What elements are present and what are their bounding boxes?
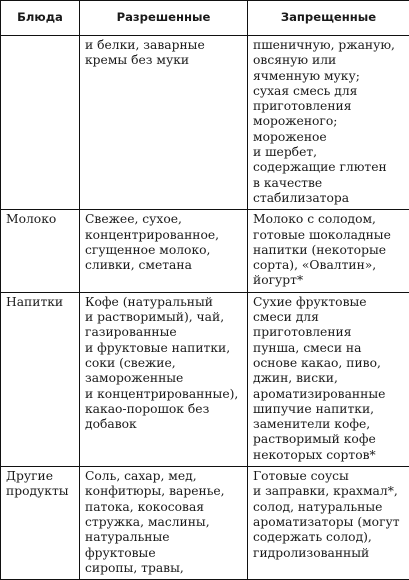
cell-line: сливки, сметана xyxy=(85,258,243,273)
forbidden-cell xyxy=(248,467,409,580)
cell-line: кремы без муки xyxy=(85,53,243,68)
cell-line: патока, кокосовая xyxy=(85,500,243,515)
cell-line: Молоко с солодом, xyxy=(253,212,405,227)
cell-line: Кофе (натуральный xyxy=(85,295,243,310)
dish-cell: Другие продукты xyxy=(1,467,80,580)
table-header xyxy=(1,1,409,36)
cell-line: Сухие фруктовые xyxy=(253,295,405,310)
cell-line: ароматизаторы (могут xyxy=(253,515,405,530)
cell-line: заменители кофе, xyxy=(253,417,405,432)
cell-line: натуральные фруктовые xyxy=(85,530,243,561)
table-row xyxy=(1,467,409,580)
cell-line: сиропы, травы, xyxy=(85,561,243,576)
cell-line: соки (свежие, xyxy=(85,356,243,371)
allowed-cell xyxy=(80,467,248,580)
cell-line: добавок xyxy=(85,417,243,432)
cell-line: концентрированное, xyxy=(85,228,243,243)
table-body xyxy=(1,36,409,580)
cell-line: содержащие глютен xyxy=(253,160,405,175)
dish-cell: Молоко xyxy=(1,210,80,292)
table-row xyxy=(1,36,409,210)
cell-line: и фруктовые напитки, xyxy=(85,341,243,356)
cell-line: основе какао, пиво, xyxy=(253,356,405,371)
cell-line: стружка, маслины, xyxy=(85,515,243,530)
cell-line: и шербет, xyxy=(253,145,405,160)
header-allowed: Разрешенные xyxy=(80,1,248,36)
header-dish: Блюда xyxy=(1,1,80,36)
cell-line: и концентрированные), xyxy=(85,387,243,402)
cell-line: смеси для xyxy=(253,310,405,325)
cell-line: солод, натуральные xyxy=(253,500,405,515)
cell-line: какао-порошок без xyxy=(85,402,243,417)
cell-line: Готовые соусы xyxy=(253,469,405,484)
table-row xyxy=(1,210,409,292)
cell-line: в качестве xyxy=(253,176,405,191)
cell-line: ароматизированные xyxy=(253,387,405,402)
cell-line: газированные xyxy=(85,325,243,340)
cell-line: Соль, сахар, мед, xyxy=(85,469,243,484)
cell-line: мороженого; xyxy=(253,114,405,129)
cell-line: овсяную или xyxy=(253,53,405,68)
cell-line: пунша, смеси на xyxy=(253,341,405,356)
cell-line: джин, виски, xyxy=(253,371,405,386)
cell-line: напитки (некоторые xyxy=(253,243,405,258)
cell-line: сорта), «Овалтин», xyxy=(253,258,405,273)
cell-line: йогурт* xyxy=(253,273,405,288)
cell-line: и растворимый), чай, xyxy=(85,310,243,325)
header-forbidden: Запрещенные xyxy=(248,1,409,36)
forbidden-cell xyxy=(248,292,409,466)
dish-cell: Напитки xyxy=(1,292,80,466)
forbidden-cell xyxy=(248,36,409,210)
cell-line: стабилизатора xyxy=(253,191,405,206)
allowed-cell xyxy=(80,36,248,210)
table-row xyxy=(1,292,409,466)
allowed-cell xyxy=(80,210,248,292)
cell-line: приготовления xyxy=(253,325,405,340)
cell-line: и белки, заварные xyxy=(85,38,243,53)
cell-line: растворимый кофе xyxy=(253,432,405,447)
cell-line: и заправки, крахмал*, xyxy=(253,484,405,499)
cell-line: приготовления xyxy=(253,99,405,114)
header-row xyxy=(1,1,409,36)
forbidden-cell xyxy=(248,210,409,292)
cell-line: конфитюры, варенье, xyxy=(85,484,243,499)
cell-line: шипучие напитки, xyxy=(253,402,405,417)
cell-line: замороженные xyxy=(85,371,243,386)
cell-line: мороженое xyxy=(253,130,405,145)
cell-line: сгущенное молоко, xyxy=(85,243,243,258)
allowed-cell xyxy=(80,292,248,466)
dish-cell xyxy=(1,36,80,210)
cell-line: ячменную муку; xyxy=(253,69,405,84)
cell-line: готовые шоколадные xyxy=(253,228,405,243)
cell-line: некоторых сортов* xyxy=(253,448,405,463)
cell-line: содержать солод), xyxy=(253,530,405,545)
cell-line: Свежее, сухое, xyxy=(85,212,243,227)
cell-line: пшеничную, ржаную, xyxy=(253,38,405,53)
cell-line: сухая смесь для xyxy=(253,84,405,99)
cell-line: гидролизованный xyxy=(253,546,405,561)
